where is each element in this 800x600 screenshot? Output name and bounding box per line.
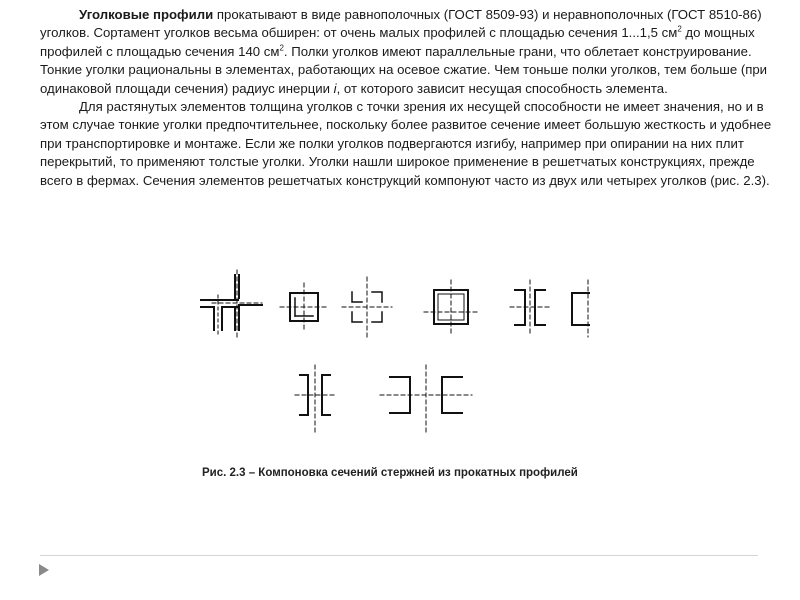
figure-caption: Рис. 2.3 – Компоновка сечений стержней из прокатных профилей bbox=[202, 467, 578, 479]
section-rect-four-angles bbox=[424, 280, 478, 334]
superscript-2: 2 bbox=[279, 43, 284, 53]
paragraph-1-part-2: до мощных профилей с площадью сечения 140 см bbox=[40, 25, 755, 59]
term-angle-profiles: Уголковые профили bbox=[79, 7, 214, 22]
body-text bbox=[40, 6, 780, 190]
triangle-right-icon[interactable] bbox=[38, 563, 50, 577]
section-cross-angles bbox=[212, 270, 262, 340]
superscript-1: 2 bbox=[677, 25, 682, 35]
figure-sections bbox=[200, 265, 590, 445]
section-i-beam-angles bbox=[380, 365, 472, 435]
section-channels-pair bbox=[295, 365, 335, 435]
paragraph-1-part-4: , от которого зависит несущая способность элемента. bbox=[336, 80, 668, 96]
section-box-four-angles bbox=[280, 283, 328, 331]
footer-divider bbox=[40, 555, 758, 556]
radius-symbol: i bbox=[333, 80, 337, 96]
paragraph-2: Для растянутых элементов толщина уголков с точки зрения их несущей способности не имеет значения, но и в этом случае тонкие уголки предпочтительнее, поскольку более развитое сечение имеет большую жесткость и удобнее при транспортировке и монтаже. Если же полки уголков подвергаются изгибу, например при опирании на них плит перекрытий, то применяют толстые уголки. Уголки нашли широкое применение в решетчатых конструкциях, прежде всего в фермах. Сечения элементов решетчатых конструкций компонуют часто из двух или четырех уголков (рис. 2.3). bbox=[40, 99, 772, 188]
paragraph-1-part-3: . Полки уголков имеют параллельные грани, что облетает конструирование. Тонкие уголки рациональны в элементах, работающих на осевое сжатие. Чем тоньше полки уголков, тем больше (при одинаковой площади сечения) радиус инерции bbox=[40, 43, 768, 96]
section-four-angles-spaced bbox=[342, 277, 392, 337]
paragraph-1-part-1: прокатывают в виде равнополочных (ГОСТ 8509-93) и неравнополочных (ГОСТ 8510-86) уголков. Сортамент уголков весьма обширен: от очень малых профилей с площадью сечения 1...1,5 см bbox=[40, 7, 762, 41]
section-square-angles bbox=[572, 280, 590, 337]
paragraph-1 bbox=[40, 6, 780, 98]
section-i-channels bbox=[510, 280, 550, 335]
